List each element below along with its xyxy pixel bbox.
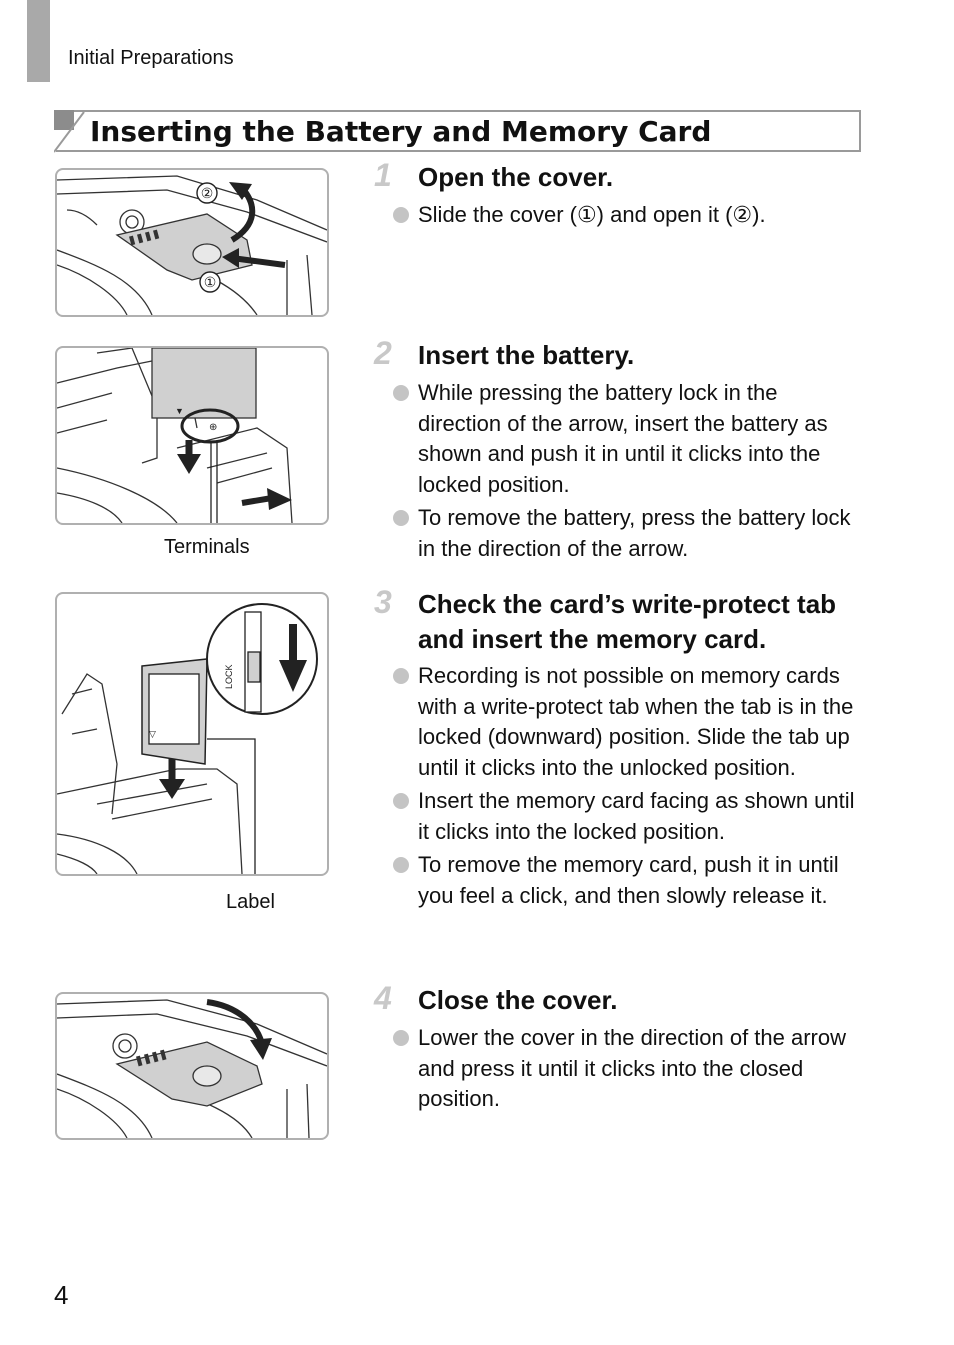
list-item: Recording is not possible on memory cards with a write-protect tab when the tab is in the locked (downward) position. Slide the tab up until it clicks into the unlocked position. <box>393 661 863 783</box>
caption-terminals: Terminals <box>164 536 250 558</box>
step-number-1: 1 <box>374 157 392 193</box>
bullet-dot <box>393 207 409 223</box>
section-label: Initial Preparations <box>68 47 234 69</box>
list-item: Slide the cover (①) and open it (②). <box>393 200 863 231</box>
list-item: To remove the memory card, push it in until you feel a click, and then slowly release it. <box>393 850 863 911</box>
step-number-2: 2 <box>374 335 392 371</box>
svg-text:▼: ▼ <box>175 406 184 416</box>
step-title-3: Check the card’s write-protect tab and insert the memory card. <box>418 589 837 654</box>
list-item: While pressing the battery lock in the direction of the arrow, insert the battery as shown and push it in until it clicks into the locked position. <box>393 378 863 500</box>
page-title: Inserting the Battery and Memory Card <box>90 115 712 148</box>
bullet-dot <box>393 668 409 684</box>
section-side-tab <box>27 0 50 82</box>
lock-label: LOCK <box>224 664 234 689</box>
illustration-insert-memory-card <box>55 592 329 876</box>
svg-text:⊕: ⊕ <box>209 422 218 433</box>
svg-text:▽: ▽ <box>149 729 156 739</box>
list-item: Insert the memory card facing as shown until it clicks into the locked position. <box>393 786 863 847</box>
step-number-3: 3 <box>374 584 392 620</box>
caption-label: Label <box>226 891 275 913</box>
bullet-dot <box>393 1030 409 1046</box>
step-3-bullets <box>393 661 863 914</box>
step-4-bullets <box>393 1023 863 1118</box>
title-slash-decoration <box>54 110 94 154</box>
step-2-bullets <box>393 378 863 567</box>
bullet-dot <box>393 385 409 401</box>
illustration-close-cover <box>55 992 329 1140</box>
list-item: Lower the cover in the direction of the arrow and press it until it clicks into the closed position. <box>393 1023 863 1115</box>
page-number: 4 <box>54 1280 69 1310</box>
callout-2: ② <box>200 185 214 201</box>
step-title-1: Open the cover. <box>418 162 614 192</box>
page-title-box <box>56 110 861 152</box>
step-title-4: Close the cover. <box>418 985 618 1015</box>
bullet-dot <box>393 793 409 809</box>
list-item: To remove the battery, press the battery lock in the direction of the arrow. <box>393 503 863 564</box>
step-1-bullets <box>393 200 863 234</box>
illustration-open-cover <box>55 168 329 317</box>
callout-1: ① <box>203 274 217 290</box>
step-title-2: Insert the battery. <box>418 340 635 370</box>
step-number-4: 4 <box>374 980 392 1016</box>
illustration-insert-battery <box>55 346 329 525</box>
bullet-dot <box>393 857 409 873</box>
bullet-dot <box>393 510 409 526</box>
